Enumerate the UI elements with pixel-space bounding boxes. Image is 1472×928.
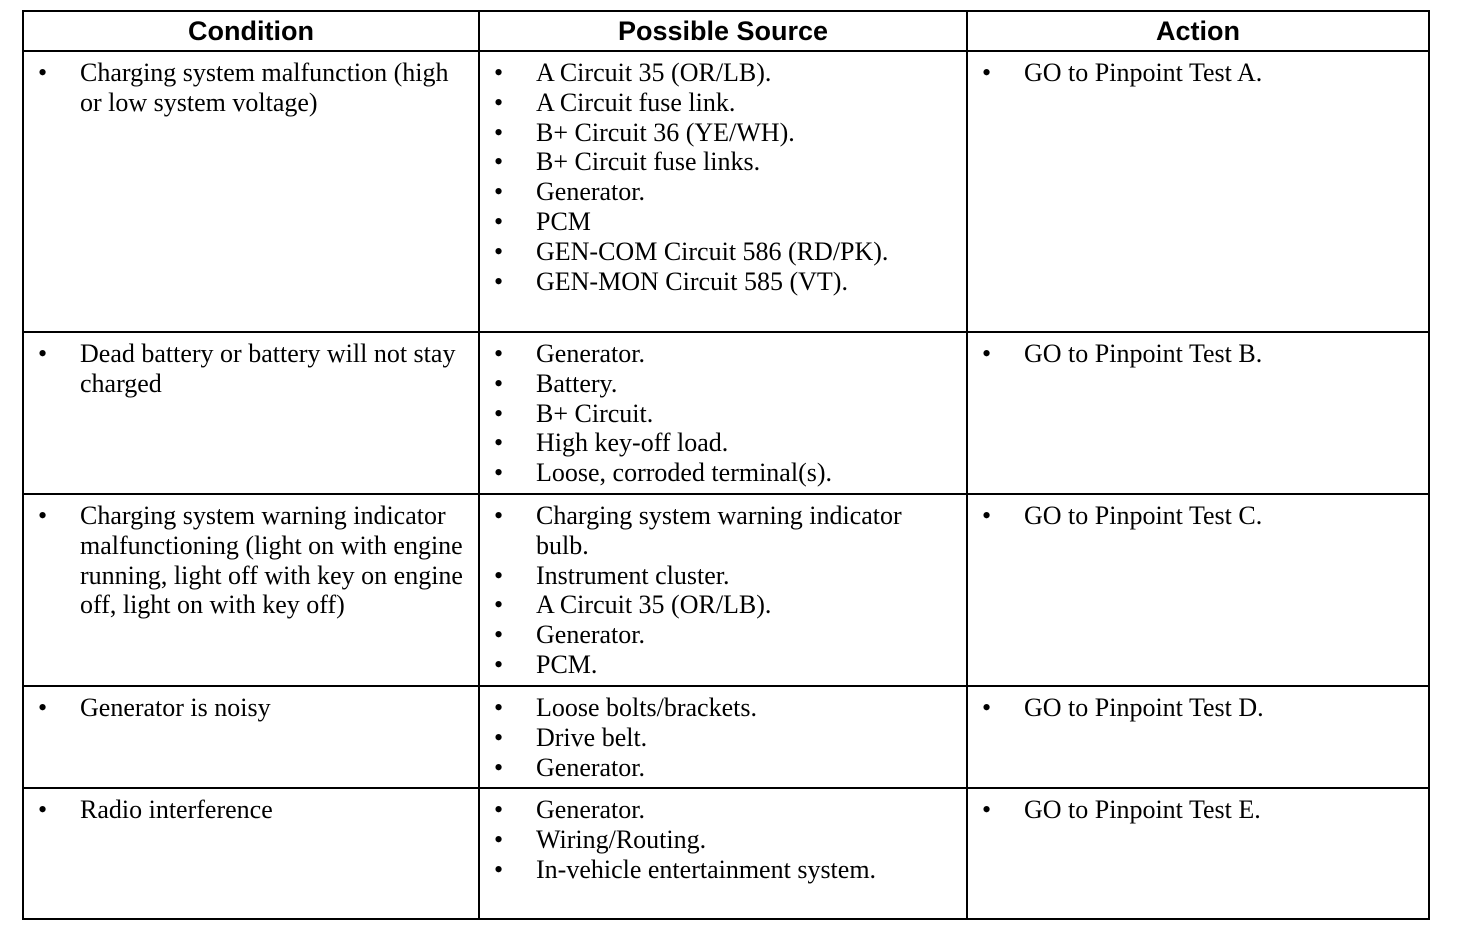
condition-header: Condition	[23, 11, 479, 51]
table-row	[23, 332, 1429, 494]
source-item: • GEN-COM Circuit 586 (RD/PK).	[480, 237, 966, 267]
condition-cell	[23, 332, 479, 494]
action-cell	[967, 332, 1429, 494]
source-item: • In-vehicle entertainment system.	[480, 855, 966, 885]
action-cell	[967, 788, 1429, 919]
action-text: • GO to Pinpoint Test E.	[968, 795, 1428, 825]
condition-text: • Charging system warning indicator malfunctioning (light on with engine running, light off with key on engine off, light on with key off)	[24, 501, 478, 620]
source-item: • PCM.	[480, 650, 966, 680]
source-item: • Generator.	[480, 620, 966, 650]
source-item: • B+ Circuit fuse links.	[480, 147, 966, 177]
action-header: Action	[967, 11, 1429, 51]
source-item: • Generator.	[480, 339, 966, 369]
table-row	[23, 494, 1429, 686]
source-item: • Wiring/Routing.	[480, 825, 966, 855]
source-item: • Loose bolts/brackets.	[480, 693, 966, 723]
source-item: • Loose, corroded terminal(s).	[480, 458, 966, 488]
header-row	[23, 11, 1429, 51]
condition-text: • Dead battery or battery will not stay charged	[24, 339, 478, 399]
source-item: • B+ Circuit 36 (YE/WH).	[480, 118, 966, 148]
possible-source-cell	[479, 686, 967, 788]
source-item: • Drive belt.	[480, 723, 966, 753]
possible-source-header: Possible Source	[479, 11, 967, 51]
table-row	[23, 788, 1429, 919]
source-item: • Instrument cluster.	[480, 561, 966, 591]
condition-cell	[23, 51, 479, 332]
action-text: • GO to Pinpoint Test C.	[968, 501, 1428, 531]
source-item: • Generator.	[480, 795, 966, 825]
action-text: • GO to Pinpoint Test B.	[968, 339, 1428, 369]
possible-source-cell	[479, 788, 967, 919]
symptom-chart-table	[22, 10, 1430, 920]
condition-cell	[23, 788, 479, 919]
condition-text: • Charging system malfunction (high or low system voltage)	[24, 58, 478, 118]
action-cell	[967, 51, 1429, 332]
possible-source-cell	[479, 494, 967, 686]
condition-cell	[23, 494, 479, 686]
source-item: • B+ Circuit.	[480, 399, 966, 429]
action-cell	[967, 494, 1429, 686]
action-text: • GO to Pinpoint Test D.	[968, 693, 1428, 723]
source-item: • A Circuit fuse link.	[480, 88, 966, 118]
condition-text: • Radio interference	[24, 795, 478, 825]
source-item: • PCM	[480, 207, 966, 237]
condition-cell	[23, 686, 479, 788]
source-item: • GEN-MON Circuit 585 (VT).	[480, 267, 966, 297]
possible-source-cell	[479, 332, 967, 494]
source-item: • Battery.	[480, 369, 966, 399]
table-row	[23, 686, 1429, 788]
source-item: • Generator.	[480, 753, 966, 783]
source-item: • Generator.	[480, 177, 966, 207]
table-row	[23, 51, 1429, 332]
source-item: • A Circuit 35 (OR/LB).	[480, 58, 966, 88]
source-item: • High key-off load.	[480, 428, 966, 458]
action-cell	[967, 686, 1429, 788]
condition-text: • Generator is noisy	[24, 693, 478, 723]
source-item: • Charging system warning indicator bulb.	[480, 501, 966, 561]
possible-source-cell	[479, 51, 967, 332]
action-text: • GO to Pinpoint Test A.	[968, 58, 1428, 88]
source-item: • A Circuit 35 (OR/LB).	[480, 590, 966, 620]
